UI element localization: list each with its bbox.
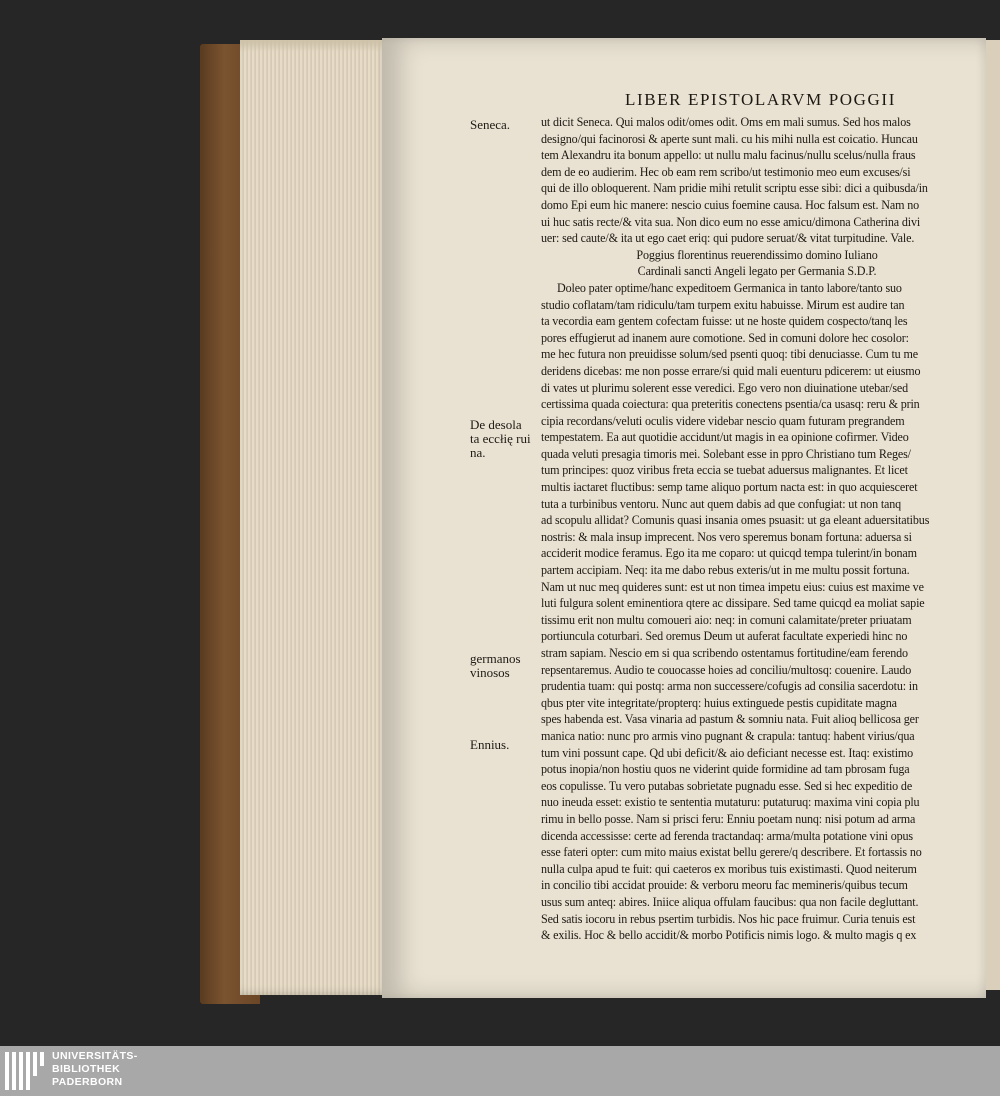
text-line: di vates ut plurimu solerent esse veredici. Ego vero non diuinatione utebar/sed bbox=[541, 380, 908, 395]
text-line: Nam ut nuc meq quideres sunt: est ut non timea impetu eius: cuius est maxime ve bbox=[541, 579, 924, 594]
text-line: rimu in bello posse. Nam si prisci feru: Enniu poetam nunq: nisi potum ad arma bbox=[541, 811, 916, 826]
logo-line: PADERBORN bbox=[52, 1076, 123, 1088]
text-line: ta vecordia eam gentem cofectam fuisse: ut ne hoste quidem cospecto/tanq les bbox=[541, 314, 908, 329]
text-line: manica natio: nunc pro armis vino pugnant & crapula: tantuq: habent virius/qua bbox=[541, 728, 915, 743]
logo-line: BIBLIOTHEK bbox=[52, 1063, 121, 1075]
text-line: domo Epi eum hic manere: nescio cuius foemine causa. Hoc falsum est. Nam no bbox=[541, 197, 919, 212]
text-line: tum vini possunt cape. Qd ubi deficit/& aio deficiant necesse est. Itaq: existimo bbox=[541, 745, 914, 760]
facing-page-edge bbox=[986, 40, 1000, 990]
marginal-line: na. bbox=[470, 445, 486, 460]
text-line: nulla culpa apud te fuit: qui caeteros ex moribus tuis existimasti. Quod neiterum bbox=[541, 861, 917, 876]
text-line: certissima quada coiectura: qua preteritis conectens psentia/ca usasq: reru & prin bbox=[541, 397, 920, 412]
text-line: me hec futura non preuidisse solum/sed psenti quoq: tibi denuciasse. Cum tu me bbox=[541, 347, 918, 362]
text-line: studio coflatam/tam ridiculu/tam turpem exitu habuisse. Mirum est audire tan bbox=[541, 297, 905, 312]
marginal-line: vinosos bbox=[470, 665, 510, 680]
text-line: portiuncula coturbari. Sed oremus Deum ut auferat facultate experiedi hinc no bbox=[541, 629, 908, 644]
logo-line: UNIVERSITÄTS- bbox=[52, 1050, 138, 1062]
text-line: potus inopia/non hostiu quos ne viderint quide formidine ad tam pbrosam fuga bbox=[541, 762, 910, 777]
marginal-line: De desola bbox=[470, 417, 522, 432]
text-line: partem accipiam. Neq: ita me dabo rebus exteris/ut in me multu possit fortuna. bbox=[541, 563, 910, 578]
text-line: usus sum anteq: abires. Iniice aliqua offulam faucibus: qua non facile degluttant. bbox=[541, 894, 919, 909]
text-line: tissimu erit non multu comoueri aio: neq: in comuni calamitate/preter priuatam bbox=[541, 612, 912, 627]
text-line: & exilis. Hoc & bello accidit/& morbo Potificis nimis logo. & multo magis q ex bbox=[541, 928, 917, 943]
text-line: ui huc satis recte/& vita sua. Non dico eum no esse amicu/dimona Catherina divi bbox=[541, 214, 921, 229]
text-line: tuta a turbinibus ventoru. Nunc aut quem dabis ad que confugiat: ut non tanq bbox=[541, 496, 902, 511]
text-line: deridens dicebas: me non posse errare/si quid mali euenturu pdicerem: ut eiusmo bbox=[541, 363, 921, 378]
text-line: ad scopulu allidat? Comunis quasi insania omes psuasit: ut ga eleant aduersitatibus bbox=[541, 513, 930, 528]
text-line: qbus pter vite integritate/propterq: huius extinguede pestis cupiditate magna bbox=[541, 695, 897, 710]
text-line: pores effugierut ad inanem aure comotione. Sed in comuni dolore hec cosolor: bbox=[541, 330, 909, 345]
marginal-note-desolatione bbox=[470, 418, 542, 460]
text-line: nuo ineuda esset: existio te sententia mutaturu: putaturuq: maxima vini copia plu bbox=[541, 795, 920, 810]
text-line: quada veluti presagia timoris mei. Solebant esse in ppro Christiano tum Reges/ bbox=[541, 446, 911, 461]
text-line: dicenda accessisse: certe ad ferenda tractandaq: arma/multa potatione vini opus bbox=[541, 828, 913, 843]
text-line: cipia recordans/veluti oculis videre videbar nescio quam futuram pregrandem bbox=[541, 413, 905, 428]
text-line: spes habenda est. Vasa vinaria ad pastum & somniu nata. Fuit alioq bellicosa ger bbox=[541, 712, 919, 727]
text-line: ut dicit Seneca. Qui malos odit/omes odit. Oms em mali sumus. Sed hos malos bbox=[541, 115, 911, 129]
library-logo-text bbox=[52, 1050, 138, 1089]
text-line: acciderit modice feramus. Ego ita me coparo: ut quicqd tempa tulerint/in bonam bbox=[541, 546, 917, 561]
text-line: Poggius florentinus reuerendissimo domino Iuliano bbox=[636, 247, 878, 262]
library-footer bbox=[0, 1046, 1000, 1096]
text-line: Cardinali sancti Angeli legato per Germania S.D.P. bbox=[637, 264, 877, 279]
text-line: dem de eo audierim. Hec ob eam rem scribo/ut testimonio meo eum excuses/si bbox=[541, 164, 911, 179]
marginal-note-seneca: Seneca. bbox=[470, 117, 511, 132]
text-line: luti fulgura solent eminentiora qtere ac dissipare. Sed tame quicqd ea moliat sapie bbox=[541, 596, 925, 611]
running-head: LIBER EPISTOLARVM POGGII bbox=[625, 90, 896, 109]
body-text bbox=[541, 114, 973, 944]
text-line: Sed satis iocoru in rebus psertim turbidis. Nos hic pace fruimur. Curia tenuis est bbox=[541, 911, 916, 926]
text-line: in concilio tibi accidat prouide: & verboru meoru fac memineris/quibus tecum bbox=[541, 878, 908, 893]
text-line: tem Alexandru ita bonum appello: ut nullu malu facinus/nullu scelus/nulla fraus bbox=[541, 148, 916, 163]
marginal-note-ennius: Ennius. bbox=[470, 737, 510, 752]
marginal-note-germanos bbox=[470, 652, 542, 680]
marginal-line: ta eccłię rui bbox=[470, 431, 531, 446]
marginal-line: germanos bbox=[470, 651, 521, 666]
text-line: repsentaremus. Audio te couocasse hoies ad conciliu/multosq: couenire. Laudo bbox=[541, 662, 912, 677]
library-logo-icon bbox=[4, 1050, 46, 1092]
text-line: tum principes: quoz viribus freta eccia se tuebat aduersus malignantes. Et licet bbox=[541, 463, 908, 478]
text-line: uer: sed caute/& ita ut ego caet eriq: qui pudore seruat/& vitat turpitudine. Vale. bbox=[541, 231, 915, 246]
page-edges bbox=[240, 40, 392, 995]
text-line: prudentia tuam: qui postq: arma non successere/cofugis ad consilia sacerdotu: in bbox=[541, 679, 918, 694]
text-line: nostris: & mala insup imprecent. Nos vero speremus bonam fortuna: aduersa si bbox=[541, 529, 912, 544]
text-line: tempestatem. Ea aut quotidie accidunt/ut magis in ea opinione cofirmer. Video bbox=[541, 430, 909, 445]
text-line: multis iactaret fluctibus: semp tame aliquo portum nacta est: in quo acquiesceret bbox=[541, 480, 918, 495]
text-line: eos copulisse. Tu vero putabas sobrietate pugnadu esse. Sed si hec expeditio de bbox=[541, 778, 913, 793]
text-line: Doleo pater optime/hanc expeditoem Germanica in tanto labore/tanto suo bbox=[557, 280, 902, 295]
text-line: stram sapiam. Nescio em si qua scribendo ostentamus fortitudine/eam ferendo bbox=[541, 646, 908, 660]
text-line: designo/qui facinorosi & aperte sunt mali. cu his mihi nulla est coicatio. Huncau bbox=[541, 131, 918, 146]
text-line: qui de illo obloquerent. Nam pridie mihi retulit scriptu esse sibi: dici a quibusda/in bbox=[541, 181, 928, 196]
text-line: esse fateri opter: cum mito maius existat bellu gerere/q describere. Et fortassis no bbox=[541, 845, 922, 860]
